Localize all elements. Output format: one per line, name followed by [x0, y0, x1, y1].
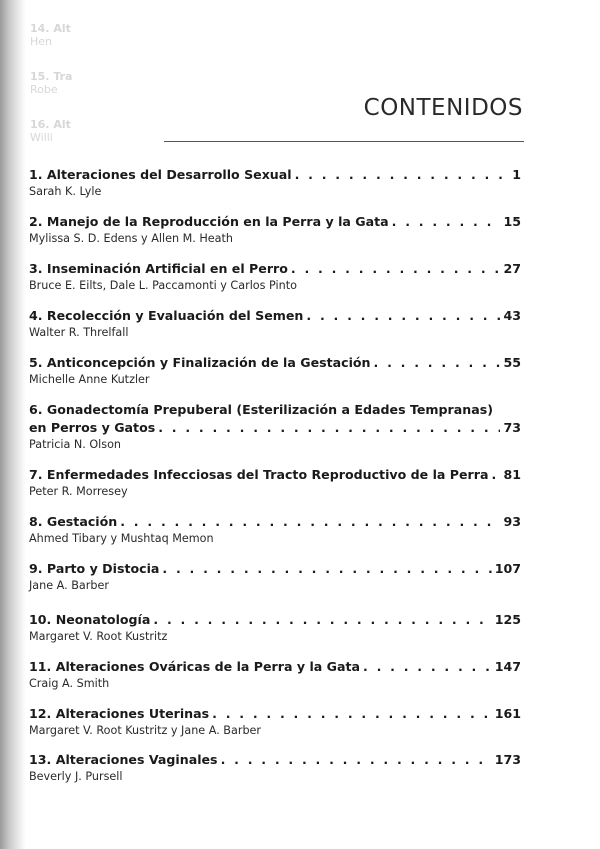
- page-number: 1: [512, 167, 521, 182]
- toc-title-line: [29, 658, 521, 676]
- page-number: 55: [503, 355, 521, 370]
- toc-entry[interactable]: [29, 751, 521, 785]
- page-number: 15: [503, 214, 521, 229]
- toc-title-line: [29, 513, 521, 531]
- chapter-authors: Bruce E. Eilts, Dale L. Paccamonti y Carlos Pinto: [29, 279, 297, 292]
- dot-leader: [120, 513, 500, 531]
- chapter-title: 11. Alteraciones Ováricas de la Perra y la Gata: [29, 659, 360, 674]
- page-number: 27: [503, 261, 521, 276]
- dot-leader: [295, 166, 510, 184]
- ghost-text: 15. Tra Robe: [30, 70, 73, 96]
- ghost-text: 14. Alt Hen: [30, 22, 71, 48]
- chapter-title: 5. Anticoncepción y Finalización de la Gestación: [29, 355, 371, 370]
- chapter-authors: Peter R. Morresey: [29, 485, 128, 498]
- chapter-authors: Sarah K. Lyle: [29, 185, 102, 198]
- title-divider: [164, 141, 524, 142]
- chapter-authors: Patricia N. Olson: [29, 438, 122, 451]
- chapter-title: 2. Manejo de la Reproducción en la Perra y la Gata: [29, 214, 389, 229]
- dot-leader: [221, 751, 492, 769]
- chapter-title: 13. Alteraciones Vaginales: [29, 752, 218, 767]
- toc-entry[interactable]: [29, 213, 521, 247]
- dot-leader: [212, 705, 492, 723]
- chapter-authors: Jane A. Barber: [29, 579, 109, 592]
- toc-title-line: [29, 560, 521, 578]
- page-number: 93: [503, 514, 521, 529]
- chapter-authors: Walter R. Threlfall: [29, 326, 129, 339]
- toc-title-line: [29, 166, 521, 184]
- toc-entry[interactable]: [29, 705, 521, 739]
- toc-title-line: [29, 260, 521, 278]
- toc-title-line: [29, 419, 521, 437]
- page-number: 73: [503, 420, 521, 435]
- chapter-title: en Perros y Gatos: [29, 420, 156, 435]
- chapter-authors: Craig A. Smith: [29, 677, 110, 690]
- chapter-title: 7. Enfermedades Infecciosas del Tracto Reproductivo de la Perra: [29, 467, 489, 482]
- toc-entry[interactable]: [29, 307, 521, 341]
- ghost-text: 16. Alt Willi: [30, 118, 71, 144]
- page-number: 43: [503, 308, 521, 323]
- page-number: 107: [494, 561, 521, 576]
- dot-leader: [392, 213, 501, 231]
- toc-entry[interactable]: [29, 611, 521, 645]
- chapter-authors: Margaret V. Root Kustritz y Jane A. Barber: [29, 724, 262, 737]
- chapter-title: 4. Recolección y Evaluación del Semen: [29, 308, 304, 323]
- dot-leader: [153, 611, 491, 629]
- chapter-authors: Ahmed Tibary y Mushtaq Memon: [29, 532, 214, 545]
- toc-entry[interactable]: [29, 166, 521, 200]
- page-number: 81: [503, 467, 521, 482]
- dot-leader: [291, 260, 501, 278]
- toc-title-line: [29, 611, 521, 629]
- toc-title-line: [29, 213, 521, 231]
- toc-entry[interactable]: [29, 560, 521, 594]
- page-number: 125: [494, 612, 521, 627]
- dot-leader: [363, 658, 492, 676]
- toc-entry[interactable]: [29, 513, 521, 547]
- scan-shadow: [0, 0, 26, 849]
- toc-title-line: [29, 466, 521, 484]
- chapter-authors: Beverly J. Pursell: [29, 770, 123, 783]
- chapter-authors: Mylissa S. D. Edens y Allen M. Heath: [29, 232, 233, 245]
- toc-entry[interactable]: [29, 466, 521, 500]
- toc-entry[interactable]: [29, 354, 521, 388]
- toc-title-line: [29, 751, 521, 769]
- chapter-title: 9. Parto y Distocia: [29, 561, 160, 576]
- toc-title-line: [29, 354, 521, 372]
- toc-entry[interactable]: [29, 260, 521, 294]
- page-number: 173: [494, 752, 521, 767]
- dot-leader: [306, 307, 500, 325]
- dot-leader: [491, 466, 500, 484]
- toc-entry[interactable]: [29, 658, 521, 692]
- dot-leader: [374, 354, 501, 372]
- toc-title-line: [29, 307, 521, 325]
- chapter-title: 10. Neonatología: [29, 612, 151, 627]
- chapter-title: 8. Gestación: [29, 514, 118, 529]
- page-number: 161: [494, 706, 521, 721]
- page-title: CONTENIDOS: [363, 95, 523, 121]
- chapter-title-line-1: 6. Gonadectomía Prepuberal (Esterilización a Edades Tempranas): [29, 402, 493, 417]
- chapter-authors: Margaret V. Root Kustritz: [29, 630, 168, 643]
- toc-entry[interactable]: [29, 401, 521, 453]
- chapter-title: 1. Alteraciones del Desarrollo Sexual: [29, 167, 292, 182]
- dot-leader: [158, 419, 500, 437]
- page-number: 147: [494, 659, 521, 674]
- toc-title-line: [29, 705, 521, 723]
- chapter-authors: Michelle Anne Kutzler: [29, 373, 150, 386]
- chapter-title: 12. Alteraciones Uterinas: [29, 706, 210, 721]
- chapter-title: 3. Inseminación Artificial en el Perro: [29, 261, 288, 276]
- dot-leader: [162, 560, 491, 578]
